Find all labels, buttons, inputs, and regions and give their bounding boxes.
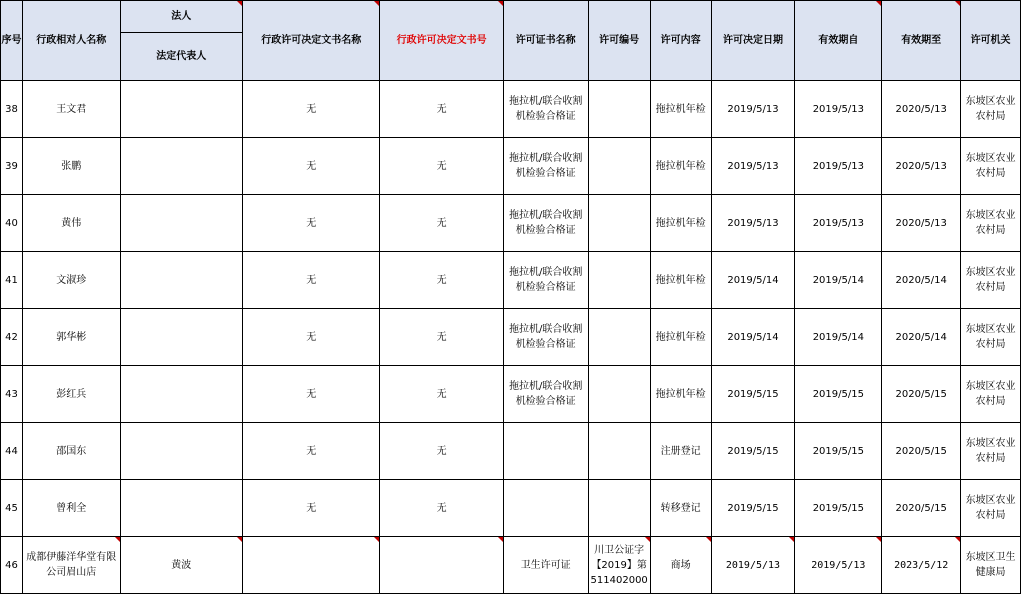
cell-legal[interactable] [120, 309, 242, 366]
cell-legal[interactable] [120, 366, 242, 423]
header-legal-rep[interactable]: 法定代表人 [120, 33, 242, 81]
cell-decision-date[interactable]: 2019/5/13 [711, 138, 795, 195]
cert-name-text: 拖拉机/联合收割机检验合格证 [509, 381, 583, 407]
cell-doc-name[interactable]: 无 [243, 480, 380, 537]
cell-permit-no[interactable] [588, 138, 650, 195]
table-row [1, 423, 1021, 480]
cell-valid-to[interactable]: 2020/5/13 [882, 81, 961, 138]
permit-no-text: 川卫公证字【2019】第511402000 [590, 544, 648, 586]
cell-doc-no[interactable]: 无 [380, 309, 503, 366]
cell-valid-from[interactable]: 2019/5/14 [795, 252, 882, 309]
cell-doc-name[interactable]: 无 [243, 138, 380, 195]
cell-seq[interactable]: 41 [1, 252, 23, 309]
authority-text: 东坡区卫生健康局 [965, 552, 1016, 578]
cell-decision-date[interactable]: 2019/5/13 [711, 81, 795, 138]
cert-name-text: 拖拉机/联合收割机检验合格证 [509, 210, 583, 236]
header-cert-name[interactable]: 许可证书名称 [503, 1, 588, 81]
cell-party[interactable]: 邵国东 [22, 423, 120, 480]
header-legal[interactable]: 法人 [120, 1, 242, 33]
cell-valid-to[interactable]: 2020/5/15 [882, 480, 961, 537]
table-row [1, 138, 1021, 195]
header-valid-to[interactable]: 有效期至 [882, 1, 961, 81]
cell-decision-date[interactable]: 2019/5/15 [711, 366, 795, 423]
cell-content[interactable]: 拖拉机年检 [650, 81, 711, 138]
cell-authority[interactable] [961, 366, 1021, 423]
cell-authority[interactable] [961, 195, 1021, 252]
cell-authority[interactable] [961, 537, 1021, 594]
table-row [1, 309, 1021, 366]
header-row [1, 1, 1021, 33]
cell-valid-from[interactable]: 2019/5/13 [795, 138, 882, 195]
cell-party[interactable]: 曾利全 [22, 480, 120, 537]
authority-text: 东坡区农业农村局 [965, 210, 1016, 236]
cell-authority[interactable] [961, 423, 1021, 480]
header-valid-from[interactable]: 有效期自 [795, 1, 882, 81]
cell-legal[interactable] [120, 480, 242, 537]
authority-text: 东坡区农业农村局 [965, 381, 1016, 407]
cell-legal[interactable] [120, 81, 242, 138]
cell-legal[interactable] [120, 423, 242, 480]
cell-permit-no[interactable] [588, 480, 650, 537]
cell-party[interactable]: 文淑珍 [22, 252, 120, 309]
cell-valid-from[interactable]: 2019/5/15 [795, 423, 882, 480]
cell-permit-no[interactable] [588, 195, 650, 252]
authority-text: 东坡区农业农村局 [965, 153, 1016, 179]
cell-doc-no[interactable]: 无 [380, 480, 503, 537]
cell-legal[interactable] [120, 195, 242, 252]
cell-valid-from[interactable]: 2019/5/15 [795, 480, 882, 537]
cell-cert-name[interactable] [503, 81, 588, 138]
cert-name-text: 拖拉机/联合收割机检验合格证 [509, 324, 583, 350]
cell-decision-date[interactable]: 2019/5/15 [711, 423, 795, 480]
cell-cert-name[interactable] [503, 252, 588, 309]
cell-party[interactable]: 张鹏 [22, 138, 120, 195]
table-row [1, 366, 1021, 423]
cell-valid-from[interactable]: 2019/5/15 [795, 366, 882, 423]
cell-valid-to[interactable]: 2023/5/12 [882, 537, 961, 594]
table-row [1, 195, 1021, 252]
header-content[interactable]: 许可内容 [650, 1, 711, 81]
cell-party[interactable]: 彭红兵 [22, 366, 120, 423]
cell-cert-name[interactable] [503, 537, 588, 594]
cell-doc-name[interactable]: 无 [243, 366, 380, 423]
cell-valid-to[interactable]: 2020/5/13 [882, 195, 961, 252]
cert-name-text: 卫生许可证 [520, 559, 571, 571]
cell-content[interactable]: 转移登记 [650, 480, 711, 537]
cell-authority[interactable] [961, 81, 1021, 138]
cell-permit-no[interactable] [588, 309, 650, 366]
cell-authority[interactable] [961, 138, 1021, 195]
cell-decision-date[interactable]: 2019/5/13 [711, 195, 795, 252]
cert-name-text: 拖拉机/联合收割机检验合格证 [509, 267, 583, 293]
cell-doc-no[interactable]: 无 [380, 195, 503, 252]
cell-content[interactable]: 注册登记 [650, 423, 711, 480]
cell-seq[interactable]: 46 [1, 537, 23, 594]
cell-content[interactable]: 拖拉机年检 [650, 252, 711, 309]
cell-doc-no[interactable]: 无 [380, 423, 503, 480]
cell-valid-from[interactable]: 2019/5/14 [795, 309, 882, 366]
cell-doc-no[interactable]: 无 [380, 366, 503, 423]
cell-content[interactable]: 拖拉机年检 [650, 309, 711, 366]
cell-legal[interactable] [120, 138, 242, 195]
cell-cert-name[interactable] [503, 195, 588, 252]
cell-doc-name[interactable] [243, 537, 380, 594]
table-row [1, 252, 1021, 309]
cell-party[interactable]: 黄伟 [22, 195, 120, 252]
cell-cert-name[interactable] [503, 138, 588, 195]
table-row [1, 81, 1021, 138]
cell-valid-to[interactable]: 2020/5/15 [882, 366, 961, 423]
party-text: 成都伊藤洋华堂有限公司眉山店 [26, 552, 117, 578]
header-doc-name[interactable]: 行政许可决定文书名称 [243, 1, 380, 81]
cell-content[interactable]: 拖拉机年检 [650, 138, 711, 195]
cell-permit-no[interactable] [588, 81, 650, 138]
authority-text: 东坡区农业农村局 [965, 324, 1016, 350]
cell-decision-date[interactable]: 2019/5/14 [711, 252, 795, 309]
cell-legal[interactable]: 黄波 [120, 537, 242, 594]
header-decision-date[interactable]: 许可决定日期 [711, 1, 795, 81]
header-authority[interactable]: 许可机关 [961, 1, 1021, 81]
cell-content[interactable]: 拖拉机年检 [650, 366, 711, 423]
cell-seq[interactable]: 38 [1, 81, 23, 138]
authority-text: 东坡区农业农村局 [965, 438, 1016, 464]
authority-text: 东坡区农业农村局 [965, 96, 1016, 122]
cell-party[interactable]: 王文君 [22, 81, 120, 138]
header-seq[interactable]: 序号 [1, 1, 23, 81]
cell-valid-to[interactable]: 2020/5/15 [882, 423, 961, 480]
cell-doc-name[interactable]: 无 [243, 81, 380, 138]
cell-authority[interactable] [961, 252, 1021, 309]
cell-seq[interactable]: 43 [1, 366, 23, 423]
cell-decision-date[interactable]: 2019/5/14 [711, 309, 795, 366]
cell-permit-no[interactable] [588, 252, 650, 309]
cell-doc-no[interactable]: 无 [380, 252, 503, 309]
authority-text: 东坡区农业农村局 [965, 267, 1016, 293]
cell-valid-from[interactable]: 2019/5/13 [795, 81, 882, 138]
table-row [1, 480, 1021, 537]
cell-seq[interactable]: 42 [1, 309, 23, 366]
cell-valid-to[interactable]: 2020/5/14 [882, 252, 961, 309]
cell-valid-to[interactable]: 2020/5/13 [882, 138, 961, 195]
cell-legal[interactable] [120, 252, 242, 309]
cell-cert-name[interactable] [503, 480, 588, 537]
cell-valid-to[interactable]: 2020/5/14 [882, 309, 961, 366]
cell-authority[interactable] [961, 480, 1021, 537]
cell-seq[interactable]: 39 [1, 138, 23, 195]
cell-authority[interactable] [961, 309, 1021, 366]
cell-doc-name[interactable]: 无 [243, 252, 380, 309]
cell-cert-name[interactable] [503, 366, 588, 423]
cell-seq[interactable]: 45 [1, 480, 23, 537]
cell-cert-name[interactable] [503, 309, 588, 366]
cell-doc-name[interactable]: 无 [243, 195, 380, 252]
cell-valid-from[interactable]: 2019/5/13 [795, 195, 882, 252]
header-party[interactable]: 行政相对人名称 [22, 1, 120, 81]
cell-content[interactable]: 拖拉机年检 [650, 195, 711, 252]
cell-seq[interactable]: 44 [1, 423, 23, 480]
cell-doc-no[interactable]: 无 [380, 81, 503, 138]
cell-permit-no[interactable] [588, 423, 650, 480]
cell-permit-no[interactable] [588, 366, 650, 423]
cell-doc-name[interactable]: 无 [243, 423, 380, 480]
cell-decision-date[interactable]: 2019/5/15 [711, 480, 795, 537]
cell-party[interactable] [22, 537, 120, 594]
cell-cert-name[interactable] [503, 423, 588, 480]
cell-doc-name[interactable]: 无 [243, 309, 380, 366]
cert-name-text: 拖拉机/联合收割机检验合格证 [509, 153, 583, 179]
cell-doc-no[interactable] [380, 537, 503, 594]
cell-decision-date[interactable]: 2019/5/13 [711, 537, 795, 594]
cell-valid-from[interactable]: 2019/5/13 [795, 537, 882, 594]
cell-party[interactable]: 郭华彬 [22, 309, 120, 366]
authority-text: 东坡区农业农村局 [965, 495, 1016, 521]
cell-permit-no[interactable] [588, 537, 650, 594]
cell-seq[interactable]: 40 [1, 195, 23, 252]
cell-doc-no[interactable]: 无 [380, 138, 503, 195]
header-doc-no[interactable]: 行政许可决定文书号 [380, 1, 503, 81]
header-permit-no[interactable]: 许可编号 [588, 1, 650, 81]
cell-content[interactable]: 商场 [650, 537, 711, 594]
table-row [1, 537, 1021, 594]
cert-name-text: 拖拉机/联合收割机检验合格证 [509, 96, 583, 122]
